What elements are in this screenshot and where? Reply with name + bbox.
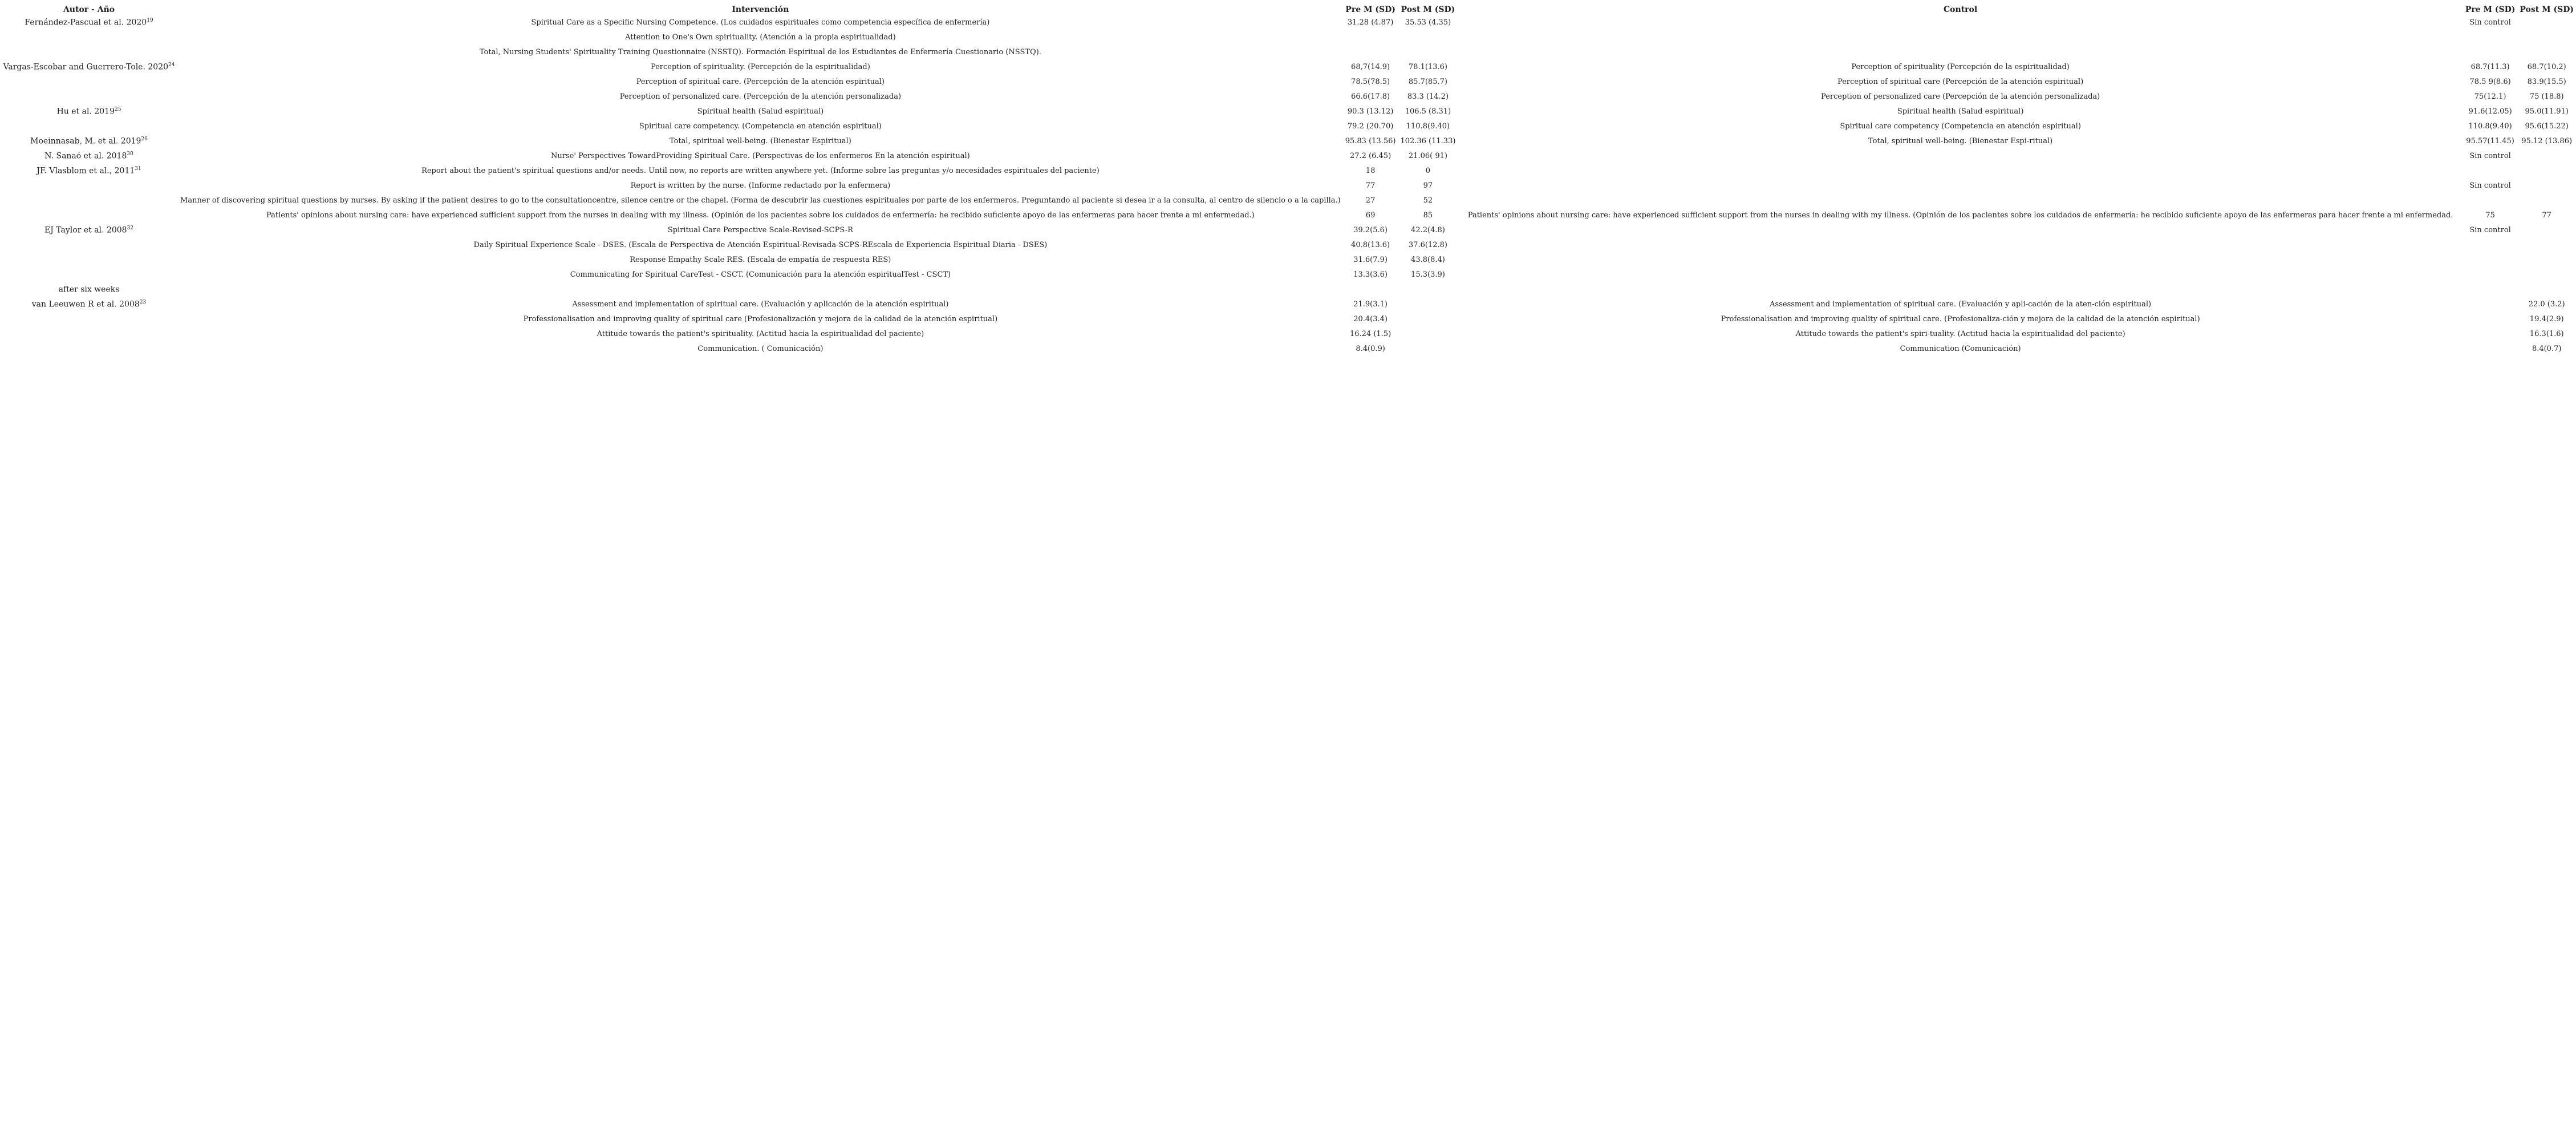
control-post-value-cell: 19.4(2.9) [2529, 314, 2564, 323]
control-post-value-cell [2517, 178, 2576, 193]
intervention-cell: Manner of discovering spiritual questions by nurses. By asking if the patient desires to go to the consultationcentre, silence centre or the chapel. (Forma de descubrir las cuestiones espirituales por parte de los enfermeros. Preguntando al paciente si desea ir a la consulta, al centro de silencio o a la capilla.) [180, 196, 1341, 205]
post-value-cell: 15.3(3.9) [1411, 270, 1445, 279]
control-post-value-cell [2517, 148, 2576, 163]
control-pre-value-cell [2463, 163, 2518, 178]
intervention-cell: Spiritual Care Perspective Scale-Revised-SCPS-R [667, 225, 853, 234]
post-value-cell: 85.7(85.7) [1408, 77, 1447, 86]
control-post-value-cell [2517, 44, 2576, 59]
table-row [0, 193, 2576, 208]
pre-value-cell: 77 [1365, 181, 1376, 190]
intervention-cell: Assessment and implementation of spiritual care. (Evaluación y aplicación de la atención espiritual) [572, 300, 949, 309]
post-value-cell: 85 [1423, 211, 1433, 220]
header-control-post: Post M (SD) [2520, 5, 2574, 14]
table-row [0, 222, 2576, 237]
control-cell [1458, 44, 2463, 59]
table-row [0, 178, 2576, 193]
post-value-cell: 102.36 (11.33) [1400, 136, 1456, 145]
intervention-cell: Response Empathy Scale RES. (Escala de empatía de respuesta RES) [630, 255, 891, 264]
intervention-cell: Daily Spiritual Experience Scale - DSES. (Escala de Perspectiva de Atención Espiritual-Revisada-SCPS-REscala de Experiencia Espiritual Diaria - DSES) [473, 240, 1048, 249]
control-cell [1458, 237, 2463, 252]
control-post-value-cell [2517, 237, 2576, 252]
header-row [0, 5, 2576, 15]
reference-number: 26 [141, 136, 148, 142]
control-post-value-cell [2517, 163, 2576, 178]
header-control: Control [1944, 5, 1978, 14]
results-table [0, 5, 2576, 356]
intervention-cell: Communicating for Spiritual CareTest - CSCT. (Comunicación para la atención espiritualTest - CSCT) [570, 270, 951, 279]
table-row [0, 267, 2576, 282]
control-cell [1458, 193, 2463, 208]
post-value-cell [1398, 44, 1458, 59]
author-cell [0, 252, 178, 267]
table-row [0, 148, 2576, 163]
control-post-value-cell: 8.4(0.7) [2532, 344, 2562, 353]
pre-value-cell: 39.2(5.6) [1353, 225, 1388, 234]
intervention-cell: Spiritual Care as a Specific Nursing Competence. (Los cuidados espirituales como competencia específica de enfermería) [531, 18, 990, 27]
intervention-cell: Perception of spirituality. (Percepción de la espiritualidad) [650, 62, 870, 71]
reference-number: 19 [147, 17, 153, 23]
control-post-value-cell [2517, 15, 2576, 30]
reference-number: 30 [127, 151, 133, 157]
control-post-value-cell: 22.0 (3.2) [2528, 300, 2565, 309]
intervention-cell: Attitude towards the patient's spirituality. (Actitud hacia la espiritualidad del paciente) [597, 329, 924, 338]
control-pre-value-cell: Sin control [2469, 225, 2511, 234]
control-cell [1458, 252, 2463, 267]
intervention-cell: Patients' opinions about nursing care: have experienced sufficient support from the nurses in dealing with my illness. (Opinión de los pacientes sobre los cuidados de enfermería: he recibido suficiente apoyo de las enfermeras para hacer frente a mi enfermedad.) [266, 211, 1255, 220]
intervention-cell: Spiritual care competency. (Competencia en atención espiritual) [639, 122, 882, 131]
pre-value-cell: 20.4(3.4) [1353, 314, 1388, 323]
control-post-value-cell: 83.9(15.5) [2527, 77, 2566, 86]
control-post-value-cell: 95.12 (13.86) [2521, 136, 2573, 145]
author-cell [0, 237, 178, 252]
post-value-cell [1398, 282, 1458, 297]
post-value-cell: 21.06( 91) [1408, 151, 1447, 160]
control-pre-value-cell: Sin control [2469, 18, 2511, 27]
table-row [0, 133, 2576, 148]
intervention-cell: Spiritual health (Salud espiritual) [697, 107, 824, 116]
control-cell: Professionalisation and improving quality of spiritual care. (Profesionaliza-ción y mejora de la calidad de la atención espiritual) [1721, 314, 2200, 323]
pre-value-cell: 21.9(3.1) [1353, 300, 1388, 309]
author-cell [0, 267, 178, 282]
author-cell [0, 282, 178, 297]
reference-number: 24 [168, 62, 175, 68]
author-name: van Leeuwen R et al. 2008 [31, 300, 140, 309]
post-value-cell: 52 [1423, 196, 1433, 205]
author-name: Hu et al. 2019 [56, 107, 115, 116]
table-row [0, 59, 2576, 74]
pre-value-cell: 69 [1365, 211, 1376, 220]
author-cell [0, 163, 178, 178]
table-row [0, 297, 2576, 311]
control-pre-value-cell [2463, 326, 2518, 341]
control-cell: Perception of personalized care (Percepción de la atención personalizada) [1821, 92, 2100, 101]
pre-value-cell: 16.24 (1.5) [1349, 329, 1392, 338]
control-cell: Perception of spiritual care (Percepción de la atención espiritual) [1837, 77, 2084, 86]
control-cell [1458, 148, 2463, 163]
pre-value-cell [1343, 282, 1398, 297]
control-post-value-cell [2517, 193, 2576, 208]
control-post-value-cell: 75 (18.8) [2529, 92, 2564, 101]
post-value-cell [1398, 297, 1458, 311]
control-post-value-cell: 95.0(11.91) [2525, 107, 2569, 116]
pre-value-cell: 13.3(3.6) [1353, 270, 1388, 279]
control-pre-value-cell: 75(12.1) [2474, 92, 2506, 101]
control-post-value-cell [2517, 282, 2576, 297]
author-cell [0, 44, 178, 59]
intervention-cell: Report is written by the nurse. (Informe redactado por la enfermera) [630, 181, 891, 190]
control-pre-value-cell [2463, 193, 2518, 208]
author-cell [0, 133, 178, 148]
table-row [0, 326, 2576, 341]
post-value-cell: 97 [1423, 181, 1433, 190]
table-body [0, 15, 2576, 356]
control-pre-value-cell [2463, 30, 2518, 44]
control-post-value-cell [2517, 30, 2576, 44]
table-row [0, 208, 2576, 222]
reference-number: 23 [139, 299, 147, 305]
author-cell [0, 30, 178, 44]
control-pre-value-cell [2463, 341, 2518, 356]
pre-value-cell: 8.4(0.9) [1356, 344, 1385, 353]
pre-value-cell [1343, 44, 1398, 59]
reference-number: 25 [114, 106, 121, 112]
pre-value-cell: 68,7(14.9) [1351, 62, 1390, 71]
table-row [0, 44, 2576, 59]
intervention-cell: Total, Nursing Students' Spirituality Training Questionnaire (NSSTQ). Formación Espiritual de los Estudiantes de Enfermería Cuestionario (NSSTQ). [479, 47, 1041, 56]
control-pre-value-cell [2463, 282, 2518, 297]
pre-value-cell: 90.3 (13.12) [1347, 107, 1394, 116]
control-cell: Communication (Comunicación) [1900, 344, 2021, 353]
header-intervencion: Intervención [732, 5, 789, 14]
pre-value-cell [1343, 30, 1398, 44]
header-post: Post M (SD) [1401, 5, 1455, 14]
post-value-cell: 83.3 (14.2) [1407, 92, 1449, 101]
post-value-cell [1398, 30, 1458, 44]
table-row [0, 74, 2576, 89]
post-value-cell: 0 [1425, 166, 1431, 175]
table-row [0, 119, 2576, 133]
control-post-value-cell [2517, 222, 2576, 237]
control-pre-value-cell [2463, 297, 2518, 311]
control-post-value-cell [2517, 252, 2576, 267]
control-post-value-cell: 77 [2542, 211, 2551, 220]
table-row [0, 163, 2576, 178]
author-name: after six weeks [58, 285, 120, 294]
author-cell [0, 119, 178, 133]
control-pre-value-cell: 91.6(12.05) [2468, 107, 2512, 116]
header-control-pre: Pre M (SD) [2465, 5, 2516, 14]
control-cell: Assessment and implementation of spiritual care. (Evaluación y apli-cación de la aten-ción espiritual) [1770, 300, 2152, 309]
author-cell [0, 74, 178, 89]
header-pre: Pre M (SD) [1345, 5, 1395, 14]
control-post-value-cell: 16.3(1.6) [2529, 329, 2564, 338]
control-cell: Attitude towards the patient's spiri-tuality. (Actitud hacia la espiritualidad del paciente) [1795, 329, 2125, 338]
author-cell [0, 326, 178, 341]
control-pre-value-cell [2463, 237, 2518, 252]
author-cell [0, 104, 178, 119]
pre-value-cell: 79.2 (20.70) [1347, 122, 1394, 131]
control-pre-value-cell: Sin control [2469, 181, 2511, 190]
control-cell [1458, 30, 2463, 44]
author-cell [0, 341, 178, 356]
control-pre-value-cell: 95.57(11.45) [2466, 136, 2514, 145]
pre-value-cell: 95.83 (13.56) [1345, 136, 1396, 145]
control-cell [1458, 267, 2463, 282]
intervention-cell: Nurse' Perspectives TowardProviding Spiritual Care. (Perspectivas de los enfermeros En la atención espiritual) [551, 151, 970, 160]
post-value-cell [1398, 311, 1458, 326]
post-value-cell: 43.8(8.4) [1411, 255, 1445, 264]
control-cell: Spiritual care competency (Competencia en atención espiritual) [1840, 122, 2081, 131]
control-post-value-cell: 68.7(10.2) [2527, 62, 2566, 71]
author-cell [0, 311, 178, 326]
author-name: N. Sanaó et al. 2018 [44, 151, 127, 161]
header-autor: Autor - Año [63, 5, 115, 14]
pre-value-cell: 27 [1365, 196, 1376, 205]
post-value-cell: 110.8(9.40) [1406, 122, 1450, 131]
table-row [0, 311, 2576, 326]
author-name: JF. Vlasblom et al., 2011 [36, 166, 135, 176]
control-pre-value-cell [2463, 267, 2518, 282]
table-row [0, 237, 2576, 252]
control-pre-value-cell: 78.5 9(8.6) [2469, 77, 2511, 86]
author-name: Fernández-Pascual et al. 2020 [25, 18, 147, 27]
table-row [0, 15, 2576, 30]
author-cell [0, 297, 178, 311]
table-row [0, 30, 2576, 44]
control-cell [1458, 15, 2463, 30]
post-value-cell [1398, 326, 1458, 341]
author-cell [0, 89, 178, 104]
control-post-value-cell [2517, 267, 2576, 282]
table-row [0, 89, 2576, 104]
pre-value-cell: 31.28 (4.87) [1347, 18, 1394, 27]
table-row [0, 341, 2576, 356]
author-cell [0, 178, 178, 193]
pre-value-cell: 31.6(7.9) [1353, 255, 1388, 264]
control-pre-value-cell: 75 [2485, 211, 2495, 220]
control-cell [1458, 282, 2463, 297]
control-pre-value-cell [2463, 44, 2518, 59]
pre-value-cell: 78.5(78.5) [1351, 77, 1390, 86]
intervention-cell [178, 282, 1343, 297]
author-name: Vargas-Escobar and Guerrero-Tole. 2020 [3, 62, 169, 72]
control-pre-value-cell [2463, 311, 2518, 326]
post-value-cell: 42.2(4.8) [1411, 225, 1445, 234]
control-pre-value-cell [2463, 252, 2518, 267]
control-cell [1458, 178, 2463, 193]
reference-number: 31 [135, 165, 141, 172]
pre-value-cell: 27.2 (6.45) [1349, 151, 1392, 160]
pre-value-cell: 66.6(17.8) [1351, 92, 1390, 101]
control-cell: Perception of spirituality (Percepción de la espiritualidad) [1851, 62, 2070, 71]
table-row [0, 282, 2576, 297]
author-cell [0, 148, 178, 163]
control-cell: Patients' opinions about nursing care: have experienced sufficient support from the nurses in dealing with my illness. (Opinión de los pacientes sobre los cuidados de enfermería: he recibido suficiente apoyo de las enfermeras para hacer frente a mi enfermedad. [1467, 211, 2453, 220]
control-pre-value-cell: 68.7(11.3) [2470, 62, 2510, 71]
intervention-cell: Perception of spiritual care. (Percepción de la atención espiritual) [636, 77, 885, 86]
intervention-cell: Communication. ( Comunicación) [697, 344, 823, 353]
post-value-cell: 37.6(12.8) [1408, 240, 1447, 249]
control-post-value-cell: 95.6(15.22) [2525, 122, 2569, 131]
table-row [0, 104, 2576, 119]
table-header [0, 5, 2576, 15]
post-value-cell: 35.53 (4.35) [1405, 18, 1451, 27]
intervention-cell: Report about the patient's spiritual questions and/or needs. Until now, no reports are written anywhere yet. (Informe sobre las preguntas y/o necesidades espirituales del paciente) [421, 166, 1100, 175]
author-cell [0, 59, 178, 74]
pre-value-cell: 18 [1365, 166, 1376, 175]
control-cell [1458, 222, 2463, 237]
pre-value-cell: 40.8(13.6) [1351, 240, 1390, 249]
intervention-cell: Attention to One's Own spirituality. (Atención a la propia espiritualidad) [625, 33, 896, 42]
control-cell [1458, 163, 2463, 178]
author-cell [0, 15, 178, 30]
author-name: Moeinnasab, M. et al. 2019 [30, 136, 141, 146]
control-pre-value-cell: 110.8(9.40) [2468, 122, 2512, 131]
post-value-cell [1398, 341, 1458, 356]
control-cell: Spiritual health (Salud espiritual) [1897, 107, 2024, 116]
author-cell [0, 193, 178, 208]
control-cell: Total, spiritual well-being. (Bienestar Espi-ritual) [1868, 136, 2053, 145]
intervention-cell: Perception of personalized care. (Percepción de la atención personalizada) [619, 92, 902, 101]
author-cell [0, 222, 178, 237]
author-cell [0, 208, 178, 222]
intervention-cell: Professionalisation and improving quality of spiritual care (Profesionalización y mejora de la calidad de la atención espiritual) [523, 314, 998, 323]
post-value-cell: 106.5 (8.31) [1405, 107, 1451, 116]
post-value-cell: 78.1(13.6) [1408, 62, 1447, 71]
author-name: EJ Taylor et al. 2008 [44, 225, 127, 235]
table-row [0, 252, 2576, 267]
control-pre-value-cell: Sin control [2469, 151, 2511, 160]
intervention-cell: Total, spiritual well-being. (Bienestar Espiritual) [669, 136, 851, 145]
reference-number: 32 [127, 225, 134, 231]
